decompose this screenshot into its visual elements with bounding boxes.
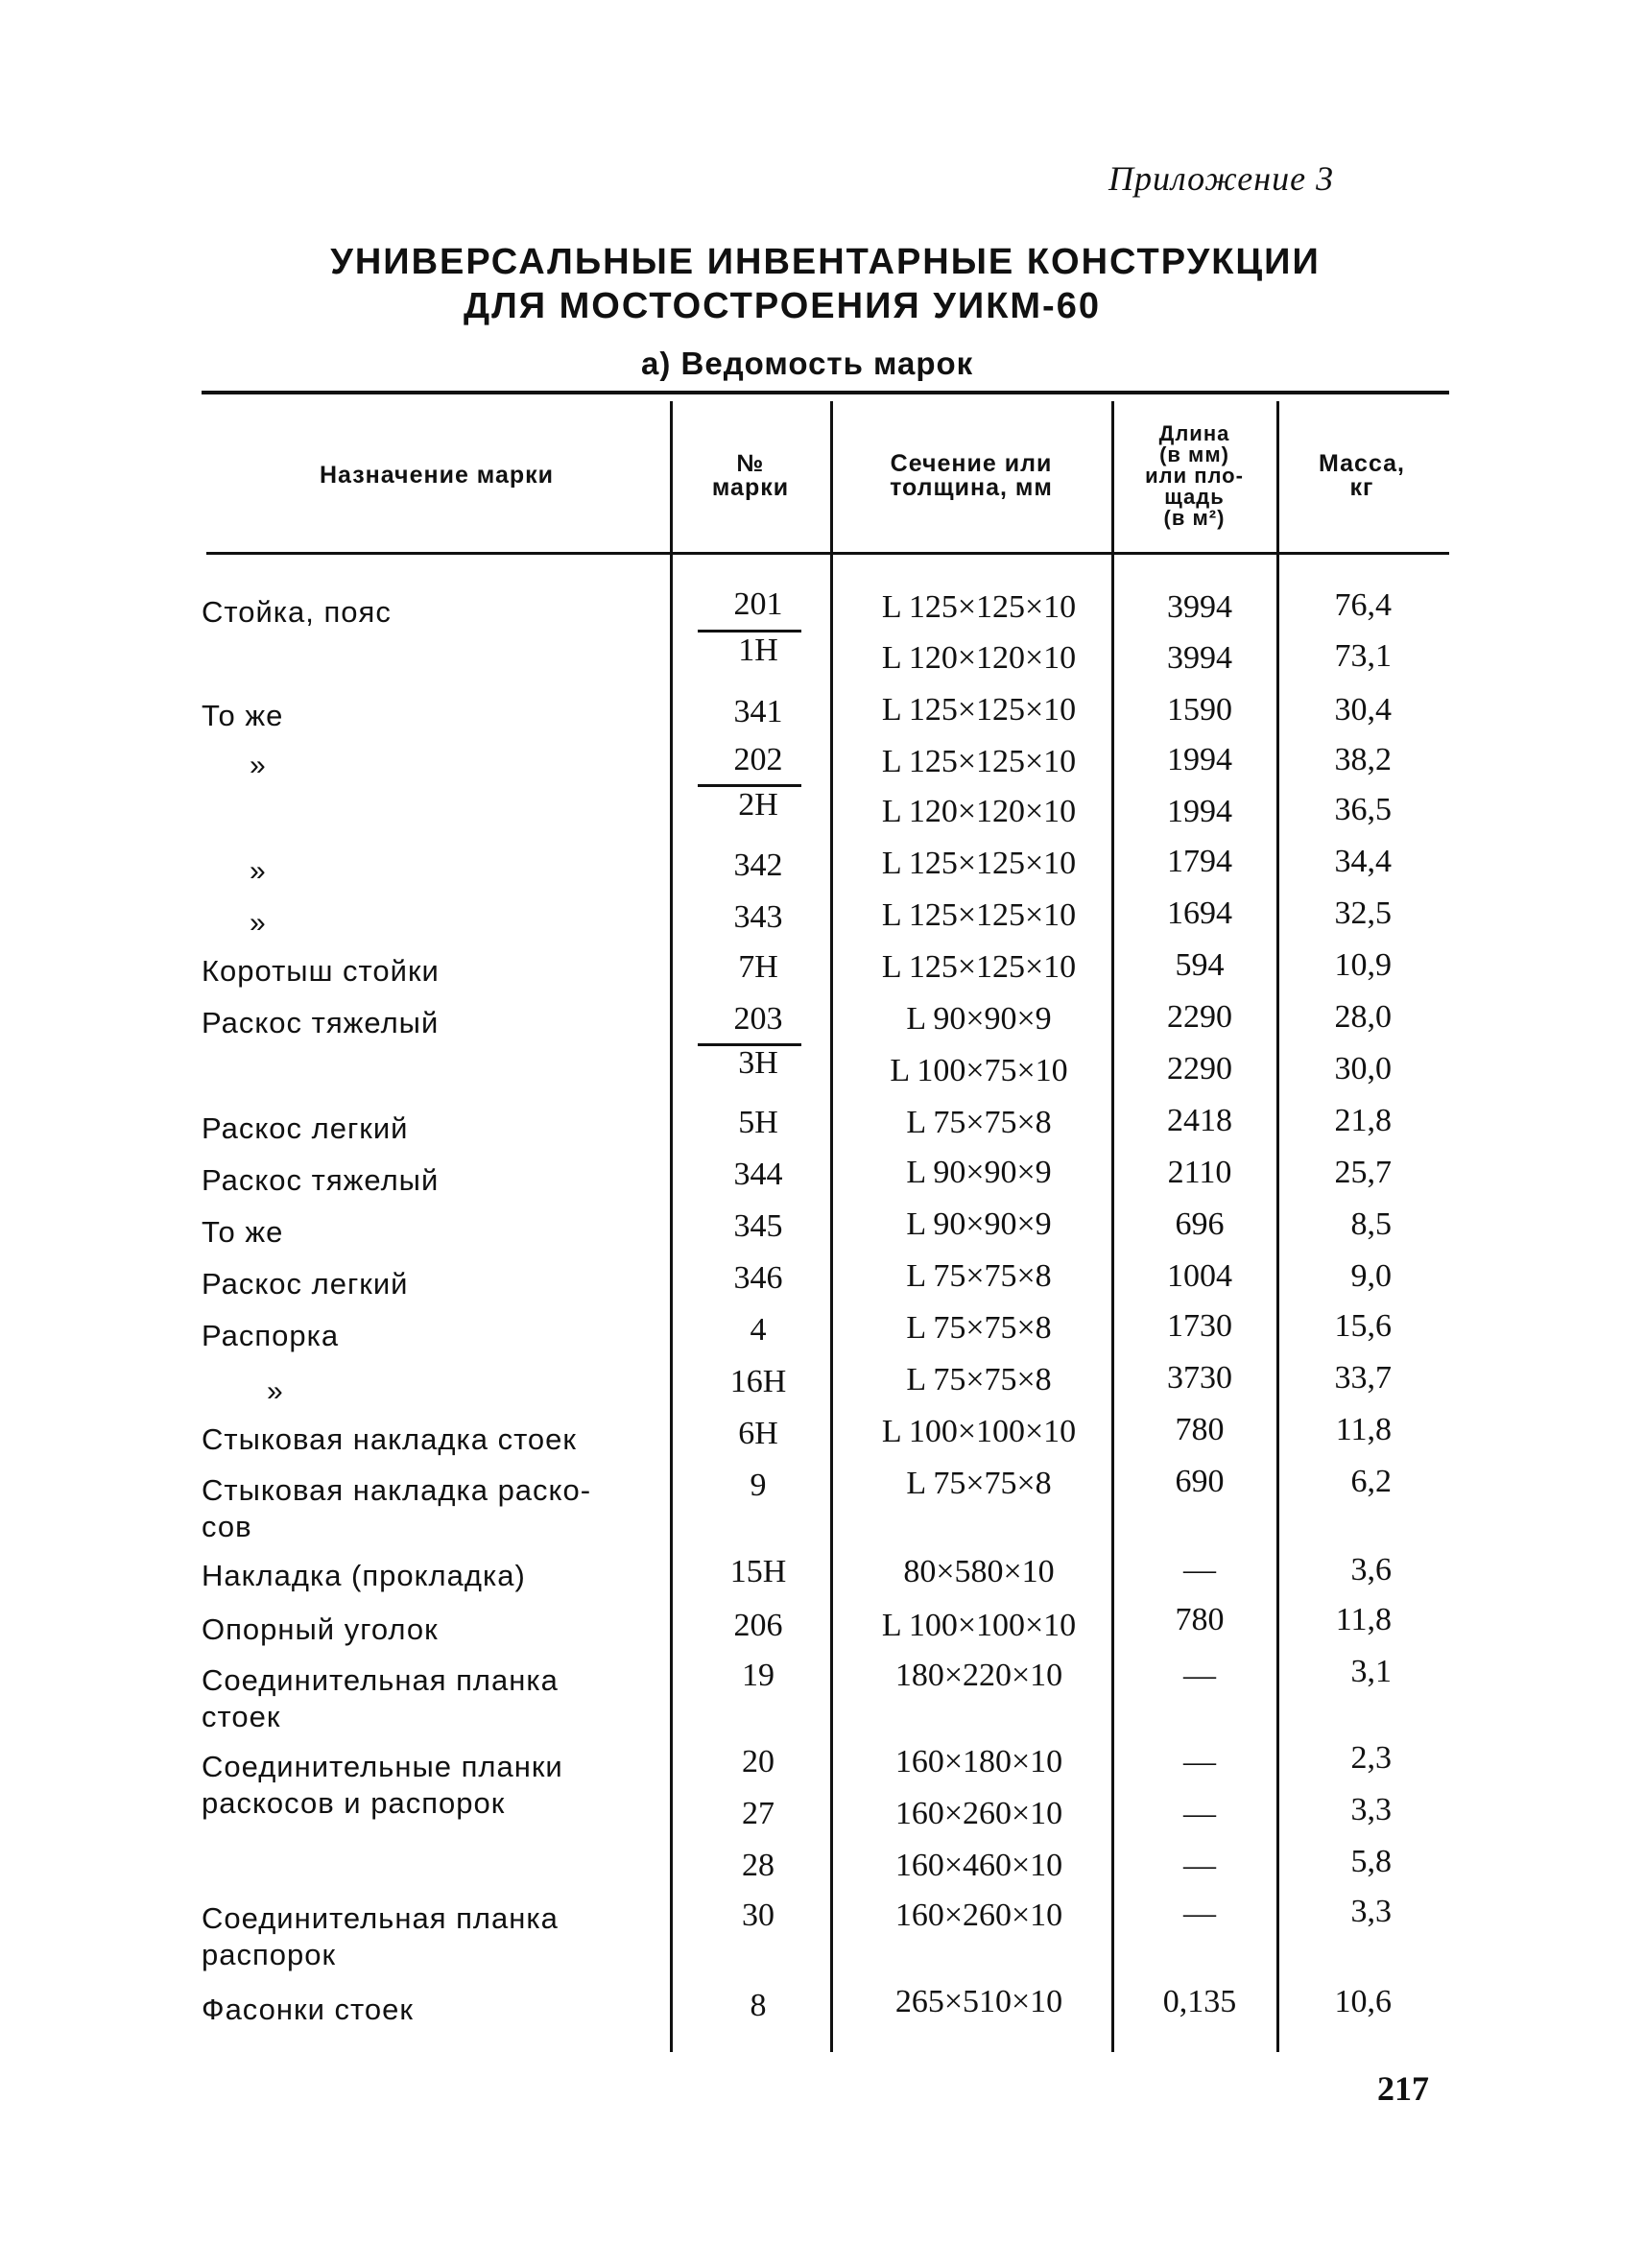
row-13-section: L 90×90×9 xyxy=(906,1206,1052,1242)
row-24-mark: 28 xyxy=(742,1848,774,1883)
header-mark-text: № марки xyxy=(711,449,790,501)
table-top-rule xyxy=(202,391,1449,394)
document-title-line-1: УНИВЕРСАЛЬНЫЕ ИНВЕНТАРНЫЕ КОНСТРУКЦИИ xyxy=(330,242,1321,282)
row-1-mark: 201 xyxy=(733,586,783,622)
row-12-mark: 344 xyxy=(733,1157,783,1192)
row-12-section: L 90×90×9 xyxy=(906,1155,1052,1190)
row-14-section: L 75×75×8 xyxy=(906,1258,1052,1294)
row-8-mass: 10,9 xyxy=(1334,947,1392,983)
row-9-name: Раскос тяжелый xyxy=(202,1006,440,1039)
row-16-length: 3730 xyxy=(1167,1360,1232,1396)
row-6-mark: 342 xyxy=(733,848,783,883)
row-13-length: 696 xyxy=(1175,1206,1225,1242)
row-21-mass: 3,1 xyxy=(1350,1654,1392,1689)
row-9-mass: 28,0 xyxy=(1334,999,1392,1035)
row-24-mass: 5,8 xyxy=(1350,1844,1392,1879)
row-6-mass: 34,4 xyxy=(1334,844,1392,879)
row-20-mass: 11,8 xyxy=(1335,1602,1392,1637)
header-name xyxy=(206,401,667,550)
row-1-length: 3994 xyxy=(1167,589,1232,625)
row-16-section: L 75×75×8 xyxy=(906,1362,1052,1397)
row-11-section: L 75×75×8 xyxy=(906,1105,1052,1140)
row-17-name: Стыковая накладка стоек xyxy=(202,1422,577,1456)
row-3-length: 1590 xyxy=(1167,692,1232,728)
row-9-length: 2290 xyxy=(1167,999,1232,1035)
row-20-mark: 206 xyxy=(733,1608,783,1643)
row-17-section: L 100×100×10 xyxy=(881,1414,1077,1449)
row-18-length: 690 xyxy=(1175,1464,1225,1499)
row-12-length: 2110 xyxy=(1167,1155,1232,1190)
row-21-mark: 19 xyxy=(742,1658,774,1693)
header-mass-text: Масса, кг xyxy=(1319,449,1405,501)
column-divider-4 xyxy=(1276,401,1279,2052)
row-7-mark: 343 xyxy=(733,899,783,935)
row-19-name: Накладка (прокладка) xyxy=(202,1559,526,1592)
row-2-mark: 1H xyxy=(738,633,778,668)
row-10-length: 2290 xyxy=(1167,1051,1232,1086)
row-5-section: L 120×120×10 xyxy=(881,794,1077,829)
row-6-name: » xyxy=(250,855,267,887)
row-8-name: Коротыш стойки xyxy=(202,954,440,988)
row-12-name: Раскос тяжелый xyxy=(202,1163,440,1197)
row-1-section: L 125×125×10 xyxy=(881,589,1077,625)
row-22-mass: 2,3 xyxy=(1350,1740,1392,1776)
header-mark xyxy=(674,401,827,550)
row-26-section: 265×510×10 xyxy=(894,1984,1063,2019)
row-9-section: L 90×90×9 xyxy=(906,1001,1052,1037)
row-8-section: L 125×125×10 xyxy=(881,949,1077,985)
row-16-mark: 16H xyxy=(729,1364,787,1399)
header-length xyxy=(1115,401,1274,550)
row-4-name: » xyxy=(250,750,267,781)
row-4-length: 1994 xyxy=(1167,742,1232,777)
page-number: 217 xyxy=(1377,2069,1429,2108)
row-18-section: L 75×75×8 xyxy=(906,1466,1052,1501)
column-divider-1 xyxy=(670,401,673,2052)
row-22-section: 160×180×10 xyxy=(894,1744,1063,1779)
row-3-mass: 30,4 xyxy=(1334,692,1392,728)
row-17-length: 780 xyxy=(1175,1412,1225,1447)
header-mass xyxy=(1280,401,1443,550)
row-4-mark: 202 xyxy=(733,742,783,777)
row-5-mass: 36,5 xyxy=(1334,792,1392,827)
row-23-section: 160×260×10 xyxy=(894,1796,1063,1831)
row-1-name: Стойка, пояс xyxy=(202,595,392,629)
header-section xyxy=(834,401,1108,550)
row-10-section: L 100×75×10 xyxy=(890,1053,1068,1088)
table-header-rule xyxy=(206,552,1449,555)
row-4-section: L 125×125×10 xyxy=(881,744,1077,779)
row-26-mark: 8 xyxy=(750,1988,767,2023)
row-26-mass: 10,6 xyxy=(1334,1984,1392,2019)
row-22-length: — xyxy=(1183,1744,1216,1779)
row-5-length: 1994 xyxy=(1167,794,1232,829)
row-24-section: 160×460×10 xyxy=(894,1848,1063,1883)
row-15-length: 1730 xyxy=(1167,1308,1232,1344)
row-21-length: — xyxy=(1183,1658,1216,1693)
row-13-mark: 345 xyxy=(733,1208,783,1244)
row-12-mass: 25,7 xyxy=(1334,1155,1392,1190)
row-11-name: Раскос легкий xyxy=(202,1111,409,1145)
row-15-mark: 4 xyxy=(750,1312,767,1348)
row-10-mass: 30,0 xyxy=(1334,1051,1392,1086)
row-5-mark: 2H xyxy=(738,787,778,823)
row-19-mark: 15H xyxy=(729,1554,787,1589)
row-2-length: 3994 xyxy=(1167,640,1232,676)
row-17-mark: 6H xyxy=(738,1416,778,1451)
row-11-length: 2418 xyxy=(1167,1103,1232,1138)
row-9-mark: 203 xyxy=(733,1001,783,1037)
row-15-mass: 15,6 xyxy=(1334,1308,1392,1344)
row-20-length: 780 xyxy=(1175,1602,1225,1637)
row-14-mass: 9,0 xyxy=(1350,1258,1392,1294)
row-25-section: 160×260×10 xyxy=(894,1898,1063,1933)
row-22-mark: 20 xyxy=(742,1744,774,1779)
row-23-mass: 3,3 xyxy=(1350,1792,1392,1827)
row-3-name: То же xyxy=(202,699,284,732)
document-title-line-2: ДЛЯ МОСТОСТРОЕНИЯ УИКМ-60 xyxy=(464,286,1101,326)
row-15-section: L 75×75×8 xyxy=(906,1310,1052,1346)
row-19-length: — xyxy=(1183,1552,1216,1588)
header-section-text: Сечение или толщина, мм xyxy=(890,449,1053,501)
row-19-mass: 3,6 xyxy=(1350,1552,1392,1588)
row-18-name: Стыковая накладка раско- сов xyxy=(202,1473,592,1543)
appendix-label: Приложение 3 xyxy=(1108,159,1335,198)
row-3-mark: 341 xyxy=(733,694,783,729)
row-14-length: 1004 xyxy=(1167,1258,1232,1294)
row-23-length: — xyxy=(1183,1796,1216,1831)
row-16-mass: 33,7 xyxy=(1334,1360,1392,1396)
row-8-length: 594 xyxy=(1175,947,1225,983)
header-length-text: Длина (в мм) или пло- щадь (в м²) xyxy=(1145,420,1244,530)
row-7-length: 1694 xyxy=(1167,895,1232,931)
row-19-section: 80×580×10 xyxy=(903,1554,1055,1589)
row-24-length: — xyxy=(1183,1848,1216,1883)
row-2-mass: 73,1 xyxy=(1334,638,1392,674)
row-21-section: 180×220×10 xyxy=(894,1658,1063,1693)
row-21-name: Соединительная планка стоек xyxy=(202,1663,559,1733)
row-25-mark: 30 xyxy=(742,1898,774,1933)
row-3-section: L 125×125×10 xyxy=(881,692,1077,728)
row-14-name: Раскос легкий xyxy=(202,1267,409,1301)
row-23-mark: 27 xyxy=(742,1796,774,1831)
row-18-mark: 9 xyxy=(750,1468,767,1503)
table-subtitle: а) Ведомость марок xyxy=(641,346,974,381)
row-8-mark: 7H xyxy=(738,949,778,985)
row-25-name: Соединительная планка распорок xyxy=(202,1901,559,1971)
row-17-mass: 11,8 xyxy=(1335,1412,1392,1447)
row-6-length: 1794 xyxy=(1167,844,1232,879)
row-11-mark: 5H xyxy=(738,1105,778,1140)
row-15-name: Распорка xyxy=(202,1319,340,1352)
row-13-name: То же xyxy=(202,1215,284,1249)
row-20-name: Опорный уголок xyxy=(202,1612,439,1646)
row-16-name: » xyxy=(267,1375,284,1407)
row-2-section: L 120×120×10 xyxy=(881,640,1077,676)
row-7-name: » xyxy=(250,907,267,939)
header-name-text: Назначение марки xyxy=(319,462,555,489)
row-10-mark: 3H xyxy=(738,1045,778,1081)
row-25-mass: 3,3 xyxy=(1350,1894,1392,1929)
row-4-mass: 38,2 xyxy=(1334,742,1392,777)
row-20-section: L 100×100×10 xyxy=(881,1608,1077,1643)
row-11-mass: 21,8 xyxy=(1334,1103,1392,1138)
row-18-mass: 6,2 xyxy=(1350,1464,1392,1499)
row-26-length: 0,135 xyxy=(1162,1984,1237,2019)
row-26-name: Фасонки стоек xyxy=(202,1993,414,2026)
row-14-mark: 346 xyxy=(733,1260,783,1296)
row-7-section: L 125×125×10 xyxy=(881,897,1077,933)
row-6-section: L 125×125×10 xyxy=(881,846,1077,881)
row-22-name: Соединительные планки раскосов и распорок xyxy=(202,1750,563,1820)
row-1-mass: 76,4 xyxy=(1334,587,1392,623)
row-7-mass: 32,5 xyxy=(1334,895,1392,931)
row-13-mass: 8,5 xyxy=(1350,1206,1392,1242)
row-25-length: — xyxy=(1183,1896,1216,1931)
